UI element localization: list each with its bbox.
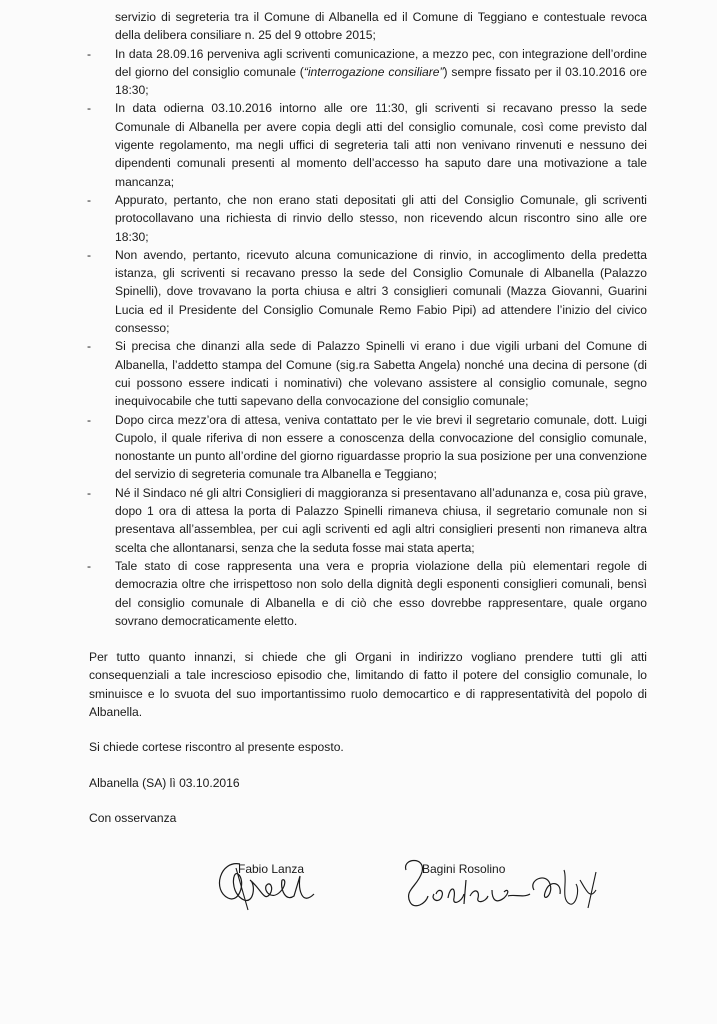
bullet-dash: -: [87, 46, 92, 61]
salutation: Con osservanza: [89, 810, 177, 825]
bullet-dash: -: [87, 101, 92, 116]
signature-lanza-handwriting: [210, 850, 330, 920]
place-date: Albanella (SA) lì 03.10.2016: [89, 775, 240, 790]
list-item: [89, 99, 647, 190]
closing-paragraph: Per tutto quanto innanzi, si chiede che gli Organi in indirizzo vogliano prendere tutti gli atti consequenziali a tale increscioso episodio che, limitando di fatto il potere del consiglio comunale, lo sminuisce e lo svuota del suo importantissimo ruolo democartico e di rappresentatività del popolo di Albanella.: [89, 650, 647, 719]
item-text: Appurato, pertanto, che non erano stati depositati gli atti del Consiglio Comunale, gli scriventi protocollavano una richiesta di rinvio dello stesso, non ricevendo alcun riscontro sino alle ore 18:30;: [115, 192, 647, 244]
list-item: [89, 337, 647, 410]
bullet-dash: -: [87, 485, 92, 500]
item-text: Si precisa che dinanzi alla sede di Palazzo Spinelli vi erano i due vigili urbani del Comune di Albanella, l’addetto stampa del Comune (sig.ra Sabetta Angela) nonché una decina di persone (di cui possono essere indicati i nominativi) che volevano assistere al consiglio comunale, segno inequivocabile che tutti sapevano della convocazione del consiglio comunale;: [115, 339, 647, 409]
item-text: Dopo circa mezz’ora di attesa, veniva contattato per le vie brevi il segretario comunale, dott. Luigi Cupolo, il quale riferiva di non essere a conoscenza della convocazione del consiglio comunale, nonostante un punto all’ordine del giorno riguardasse proprio la sua posizione per una convenzione del servizio di segreteria comunale tra Albanella e Teggiano;: [115, 412, 647, 482]
signatory-name-lanza: Fabio Lanza: [238, 862, 305, 876]
list-item: [89, 191, 647, 246]
item-text: Non avendo, pertanto, ricevuto alcuna comunicazione di rinvio, in accoglimento della predetta istanza, gli scriventi si recavano presso la sede del Consiglio Comunale di Albanella (Palazzo Spinelli), dove trovavano la porta chiusa e altri 3 consiglieri comunali (Mazza Giovanni, Guarini Lucia ed il Presidente del Consiglio Comunale Remo Fabio Pipi) ad attendere l’inizio del civico consesso;: [115, 247, 647, 336]
item-text: In data 28.09.16 perveniva agli scriventi comunicazione, a mezzo pec, con integrazione dell’ordine del giorno del consiglio comunale (: [115, 46, 647, 79]
facts-list: [89, 45, 647, 631]
letter-body: [89, 8, 647, 827]
request-line: Si chiede cortese riscontro al presente esposto.: [89, 740, 344, 755]
item-text: In data odierna 03.10.2016 intorno alle ore 11:30, gli scriventi si recavano presso la sede Comunale di Albanella per avere copia degli atti del consiglio comunale, così come previsto dal vigente regolamento, ma negli uffici di segreteria tali atti non venivano rinvenuti e nessuno dei dipendenti comunali presenti al momento dell’accesso ha saputo dare una motivazione a tale mancanza;: [115, 101, 647, 189]
bullet-dash: -: [87, 339, 92, 354]
item-italic-text: “interrogazione consiliare”: [303, 64, 444, 79]
item-text: Tale stato di cose rappresenta una vera e propria violazione della più elementari regole di democrazia oltre che irrispettoso non solo della dignità degli esponenti consiglieri comunali, bensì del consiglio comunale di Albanella e di ciò che esso dovrebbe rappresentare, quale organo sovrano democraticamente eletto.: [115, 558, 647, 628]
list-item: [89, 45, 647, 100]
list-item: [89, 484, 647, 557]
bullet-dash: -: [87, 247, 92, 262]
continuation-text: servizio di segreteria tra il Comune di Albanella ed il Comune di Teggiano e contestuale revoca della delibera consiliare n. 25 del 9 ottobre 2015;: [115, 10, 647, 43]
list-item: [89, 557, 647, 630]
signature-area: [210, 860, 630, 930]
item-text: ) sempre fissato per il 03.10.2016 ore 18:30;: [115, 64, 647, 98]
list-item: [89, 411, 647, 484]
bullet-dash: -: [87, 558, 92, 573]
list-item: [89, 246, 647, 337]
signature-bagini-handwriting: [400, 850, 620, 920]
bullet-dash: -: [87, 192, 92, 207]
bullet-dash: -: [87, 412, 92, 427]
signatory-name-bagini: Bagini Rosolino: [422, 862, 506, 876]
item-text: Né il Sindaco né gli altri Consiglieri di maggioranza si presentavano all’adunanza e, cosa più grave, dopo 1 ora di attesa la porta di Palazzo Spinelli rimaneva chiusa, il segretario comunale non si presentava all’assemblea, per cui agli scriventi ed agli altri consiglieri presenti non rimaneva altra scelta che allontanarsi, senza che la seduta fosse mai stata aperta;: [115, 485, 647, 555]
